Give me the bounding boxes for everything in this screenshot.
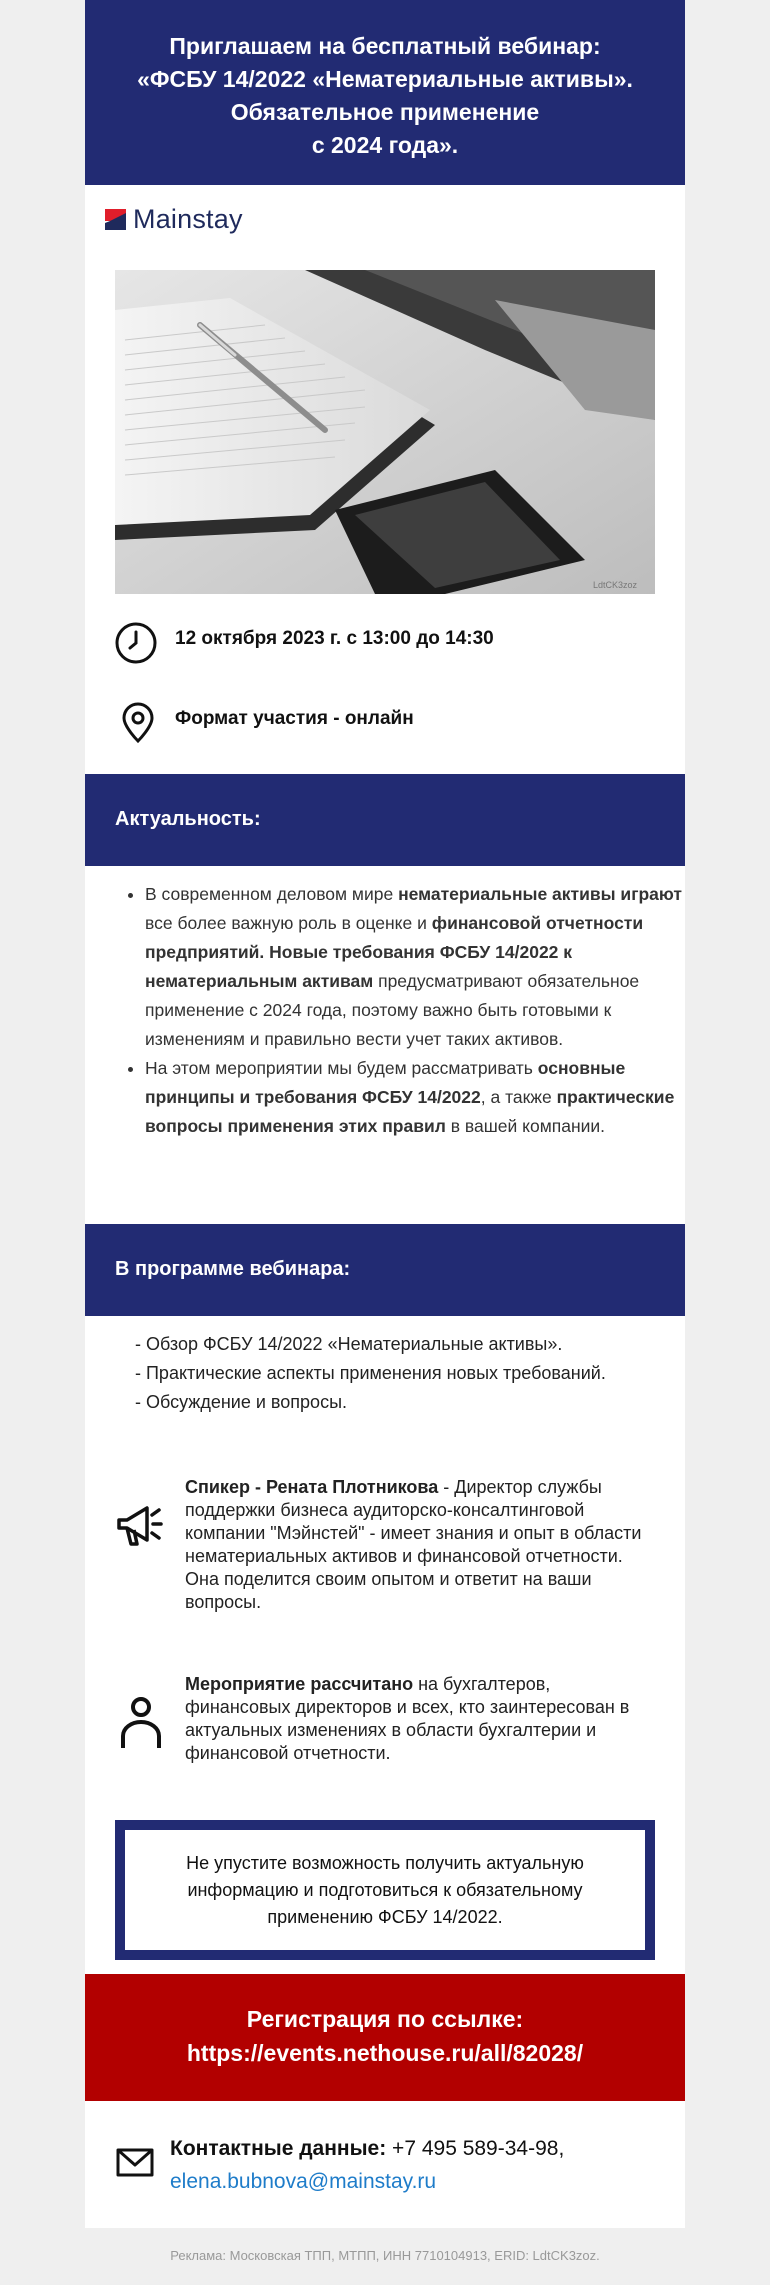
- location-pin-icon: [116, 700, 160, 744]
- contacts-line: [170, 2132, 564, 2165]
- person-icon: [119, 1696, 163, 1750]
- relevance-header: [85, 774, 685, 866]
- list-item: [145, 1054, 690, 1141]
- hero-title-line: Обязательное применение: [230, 99, 540, 125]
- list-item: - Обзор ФСБУ 14/2022 «Нематериальные активы».: [135, 1334, 563, 1354]
- hero-photo: [115, 270, 655, 594]
- registration-banner[interactable]: [85, 1974, 685, 2101]
- relevance-list: [115, 880, 690, 1141]
- hero-title-line: «ФСБУ 14/2022 «Нематериальные активы».: [137, 66, 633, 92]
- cta-text: Не упустите возможность получить актуальную информацию и подготовиться к обязательному применению ФСБУ 14/2022.: [186, 1853, 584, 1927]
- bullet-text: В современном деловом мире: [145, 884, 399, 904]
- bullet-strong: практические вопросы применения этих правил: [145, 1087, 675, 1136]
- hero-title-line: Приглашаем на бесплатный вебинар:: [169, 33, 601, 59]
- bullet-strong: финансовой отчетности предприятий. Новые требования ФСБУ 14/2022 к нематериальным активам: [145, 913, 644, 991]
- megaphone-icon: [115, 1500, 165, 1550]
- bullet-strong: основные принципы и требования ФСБУ 14/2022: [145, 1058, 626, 1107]
- speaker-name: Спикер - Рената Плотникова: [185, 1477, 439, 1497]
- event-format: Формат участия - онлайн: [175, 708, 414, 729]
- program-header: [85, 1224, 685, 1316]
- ad-disclaimer: Реклама: Московская ТПП, МТПП, ИНН 7710104913, ERID: LdtCK3zoz.: [170, 2248, 600, 2263]
- program-list: [135, 1330, 606, 1417]
- bullet-strong: нематериальные активы играют: [398, 884, 682, 904]
- hero-title: [105, 30, 665, 162]
- bullet-text: все более важную роль в оценке и: [145, 913, 432, 933]
- audience-info: [185, 1673, 655, 1765]
- list-item: [145, 880, 690, 1054]
- contacts-label: Контактные данные:: [170, 2137, 387, 2160]
- bullet-text: в вашей компании.: [445, 1116, 606, 1136]
- contacts-phone[interactable]: +7 495 589-34-98,: [386, 2137, 565, 2160]
- audience-strong: Мероприятие рассчитано: [185, 1674, 414, 1694]
- program-title: В программе вебинара:: [115, 1258, 351, 1280]
- list-item: - Обсуждение и вопросы.: [135, 1392, 348, 1412]
- registration-link[interactable]: https://events.nethouse.ru/all/82028/: [186, 2040, 584, 2066]
- logo-mark-icon: [104, 208, 127, 231]
- bullet-text: , а также: [480, 1087, 557, 1107]
- registration-label: Регистрация по ссылке:: [246, 2006, 524, 2032]
- hero-title-line: с 2024 года».: [311, 132, 459, 158]
- audience-description: на бухгалтеров, финансовых директоров и всех, кто заинтересован в актуальных изменениях в области бухгалтерии и финансовой отчетности.: [185, 1674, 630, 1763]
- bullet-text: предусматривают обязательное применение с 2024 года, поэтому важно быть готовыми к изменениям и правильно вести учет таких активов.: [145, 971, 640, 1049]
- mainstay-logo[interactable]: [104, 205, 243, 233]
- cta-box: [115, 1820, 655, 1960]
- hero-banner: [85, 0, 685, 185]
- contacts: [170, 2132, 564, 2198]
- speaker-description: - Директор службы поддержки бизнеса аудиторско-консалтинговой компании "Мэйнстей" - имеет знания и опыт в области нематериальных активов и финансовой отчетности. Она поделится своим опытом и ответит на ваши вопросы.: [185, 1477, 642, 1612]
- list-item: - Практические аспекты применения новых требований.: [135, 1363, 606, 1383]
- photo-watermark: LdtCK3zoz: [593, 580, 638, 590]
- logo-text: Mainstay: [133, 203, 243, 234]
- clock-icon: [114, 621, 158, 665]
- envelope-icon: [115, 2142, 155, 2182]
- relevance-title: Актуальность:: [115, 808, 261, 830]
- speaker-info: [185, 1476, 655, 1614]
- bullet-text: На этом мероприятии мы будем рассматривать: [145, 1058, 538, 1078]
- email-body: [85, 0, 685, 2228]
- registration-text: [85, 2002, 685, 2070]
- contacts-email-link[interactable]: elena.bubnova@mainstay.ru: [170, 2170, 437, 2193]
- event-date: 12 октября 2023 г. с 13:00 до 14:30: [175, 628, 494, 649]
